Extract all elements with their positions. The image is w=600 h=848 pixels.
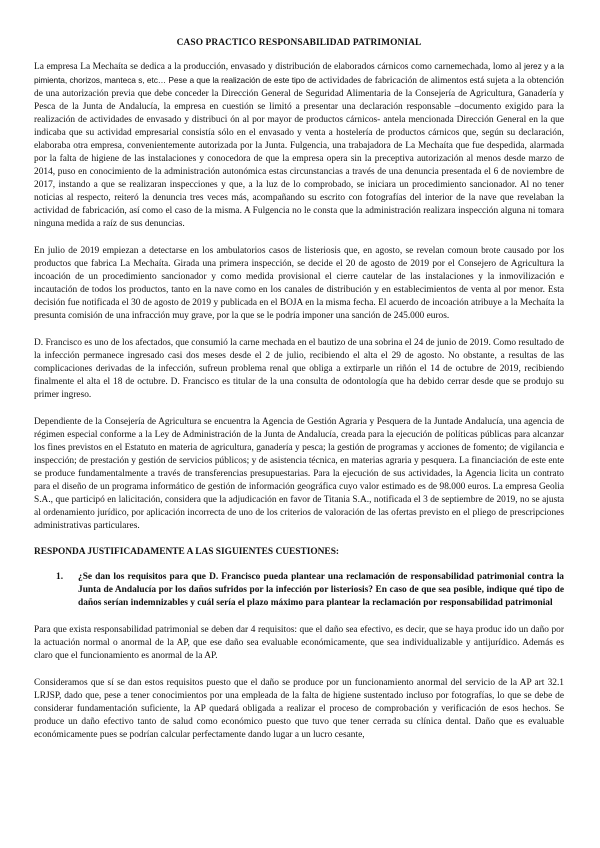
question-item	[34, 571, 564, 610]
questions-heading: RESPONDA JUSTIFICADAMENTE A LAS SIGUIENTES CUESTIONES:	[34, 547, 340, 557]
question-text: ¿Se dan los requisitos para que D. Francisco pueda plantear una reclamación de responsabilidad patrimonial contra la Junta de Andalucía por los daños sufridos por la infección por listeriosis? En caso de que sea posible, indique qué tipo de daños serían indemnizables y cuál sería el plazo máximo para plantear la reclamación por responsabilidad patrimonial	[78, 572, 564, 608]
answer-paragraph-2: Consideramos que sí se dan estos requisitos puesto que el daño se produce por un funcionamiento anormal del servicio de la AP art 32.1 LRJSP, dado que, pese a tener conocimientos por una empleada de la falta de higiene sustentado incluso por fotografías, lo que se debe de considerar fundamentación suficiente, la AP quedará obligada a realizar el proceso de comprobación y verificación de esos hechos. Se produce un daño efectivo tanto de salud como económico puesto que tuvo que tener cerrada su clínica dental. Daño que es evaluable económicamente pues se podrían calcular perfectamente dando lugar a un lucro cesante,	[34, 678, 564, 740]
document-page	[34, 38, 564, 742]
paragraph-facts-francisco: D. Francisco es uno de los afectados, que consumió la carne mechada en el bautizo de una sobrina el 24 de junio de 2019. Como resultado de la infección permanece ingresado casi dos meses desde el 2 de julio, recibiendo el alta el 29 de agosto. No obstante, a resultas de las complicaciones derivadas de la infección, sufreun problema renal que obliga a extirparle un riñón el 14 de octubre de 2019, recibiendo finalmente el alta el 18 de octubre. D. Francisco es titular de la una consulta de odontología que ha debido cerrar desde que se produjo su primer ingreso.	[34, 338, 564, 400]
paragraph-facts-outbreak: En julio de 2019 empiezan a detectarse en los ambulatorios casos de listeriosis que, en agosto, se revelan comoun brote causado por los productos que fabrica La Mechaíta. Girada una primera inspección, se decide el 20 de agosto de 2019 por el Consejero de Agricultura la incoación de un procedimiento sancionador y como medida provisional el cierre cautelar de las instalaciones y la inmovilización e incautación de todos los productos, tanto en la nave como en los canales de distribución y en establecimientos de venta al por menor. Esta decisión fue notificada el 30 de agosto de 2019 y publicada en el BOJA en la misma fecha. El acuerdo de incoación atribuye a la Mechaíta la presunta comisión de una infracción muy grave, por la que se le podría imponer una sanción de 245.000 euros.	[34, 246, 564, 321]
paragraph-facts-agency: Dependiente de la Consejería de Agricultura se encuentra la Agencia de Gestión Agraria y Pesquera de la Juntade Andalucía, una agencia de régimen especial conforme a la Ley de Administración de la Junta de Andalucía, creada para la ejecución de políticas públicas para alcanzar los fines previstos en el Estatuto en materia de agricultura, ganadería y pesca; la gestión de programas y acciones de fomento; de vigilancia e inspección; de prestación y gestión de servicios públicos; y de asistencia técnica, en materias agraria y pesquera. La financiación de este ente se produce fundamentalmente a través de transferencias presupuestarias. Para la ejecución de sus actividades, la Agencia licita un contrato para el diseño de un programa informático de gestión de información geográfica cuyo valor estimado es de 98.000 euros. La empresa Geolia S.A., que participó en lalicitación, considera que la adjudicación en favor de Titania S.A., notificada el 3 de septiembre de 2019, no se ajusta al ordenamiento jurídico, por aplicación incorrecta de uno de los criterios de valoración de las ofertas previsto en el pliego de prescripciones administrativas particulares.	[34, 417, 564, 531]
paragraph-1-part-2: actividades de fabricación de alimentos está sujeta a la obtención de una autorización previa que debe conceder la Dirección General de Seguridad Alimentaria de la Consejería de Agricultura, Ganadería y Pesca de la Junta de Andalucía, la empresa en cuestión se limitó a presentar una declaración responsable –documento exigido para la realización de actividades de envasado y distribuci ón al por mayor de productos cárnicos- antela mencionada Dirección General en la que indicaba que su actividad empresarial consistía sólo en el envasado y venta a hostelería de productos cárnicos que, según su declaración, elaboraba otra empresa, convenientemente autorizada por la Junta. Fulgencia, una trabajadora de La Mechaíta que fue despedida, alarmada por la falta de higiene de las instalaciones y conocedora de que la empresa opera sin la preceptiva autorización al menos desde marzo de 2014, puso en conocimiento de la administración autonómica estas circunstancias a través de una denuncia presentada el 6 de noviembre de 2017, instando a que se realizaran inspecciones y que, a la luz de lo comprobado, se iniciara un procedimiento sancionador. Al no tener noticias al respecto, reiteró la denuncia tres veces más, acompañando su escrito con fotografías del interior de la nave que revelaban la actividad de fabricación, así como el caso de la misma. A Fulgencia no le consta que la administración realizara inspección alguna ni tomara ninguna medida a raíz de sus denuncias.	[34, 76, 564, 229]
question-number: 1.	[56, 572, 64, 582]
paragraph-1-quote: jerez y a la pimienta, chorizos, manteca s, etc… Pese a que la realización de este tipo de	[34, 61, 564, 85]
answer-paragraph-1: Para que exista responsabilidad patrimonial se deben dar 4 requisitos: que el daño sea efectivo, es decir, que se haya produc ido un daño por la actuación normal o anormal de la AP, que ese daño sea evaluable económicamente, que sea individualizable y antijurídico. Además es claro que el funcionamiento es anormal de la AP.	[34, 625, 564, 661]
document-title: CASO PRACTICO RESPONSABILIDAD PATRIMONIAL	[176, 38, 422, 48]
paragraph-1-part-1: La empresa La Mechaíta se dedica a la producción, envasado y distribución de elaborados cárnicos como carnemechada, lomo al	[34, 62, 525, 72]
paragraph-facts-company	[34, 60, 564, 231]
